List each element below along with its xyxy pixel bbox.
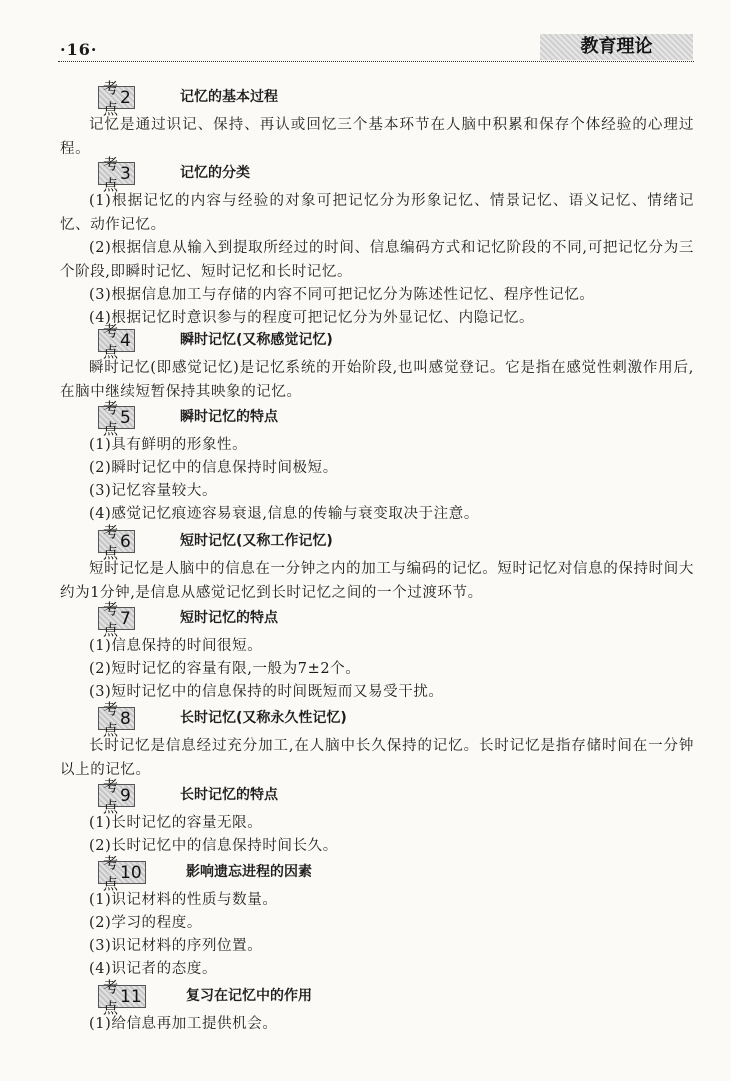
kaodian-badge: 考点 5 [98, 406, 135, 429]
section-title: 记忆的基本过程 [180, 89, 278, 105]
list-item: (2)根据信息从输入到提取所经过的时间、信息编码方式和记忆阶段的不同,可把记忆分为三个阶段,即瞬时记忆、短时记忆和长时记忆。 [60, 240, 694, 280]
paragraph: 长时记忆是信息经过充分加工,在人脑中长久保持的记忆。长时记忆是指存储时间在一分钟以上的记忆。 [60, 738, 694, 778]
section-title: 记忆的分类 [180, 165, 250, 181]
list-item: (1)长时记忆的容量无限。 [89, 815, 263, 831]
list-item: (2)瞬时记忆中的信息保持时间极短。 [89, 460, 338, 476]
section-title: 短时记忆的特点 [180, 610, 278, 626]
list-item: (3)根据信息加工与存储的内容不同可把记忆分为陈述性记忆、程序性记忆。 [89, 287, 595, 303]
section-title: 瞬时记忆的特点 [180, 409, 278, 425]
list-item: (3)短时记忆中的信息保持的时间既短而又易受干扰。 [89, 684, 444, 700]
section-title: 影响遗忘进程的因素 [186, 864, 312, 880]
kaodian-badge: 考点 2 [98, 86, 135, 109]
list-item: (1)具有鲜明的形象性。 [89, 437, 248, 453]
section-title: 瞬时记忆(又称感觉记忆) [180, 332, 333, 348]
list-item: (1)信息保持的时间很短。 [89, 638, 263, 654]
section-title: 复习在记忆中的作用 [186, 988, 312, 1004]
kaodian-badge: 考点 4 [98, 329, 135, 352]
list-item: (2)学习的程度。 [89, 915, 202, 931]
kaodian-badge: 考点 9 [98, 784, 135, 807]
page-number: ·16· [60, 40, 98, 59]
kaodian-badge: 考点 8 [98, 707, 135, 730]
section-title: 短时记忆(又称工作记忆) [180, 533, 333, 549]
list-item: (4)感觉记忆痕迹容易衰退,信息的传输与衰变取决于注意。 [89, 506, 479, 522]
list-item: (2)长时记忆中的信息保持时间长久。 [89, 838, 338, 854]
kaodian-badge: 考点 11 [98, 985, 146, 1008]
list-item: (1)识记材料的性质与数量。 [89, 892, 278, 908]
list-item: (4)根据记忆时意识参与的程度可把记忆分为外显记忆、内隐记忆。 [89, 310, 535, 326]
list-item: (2)短时记忆的容量有限,一般为7±2个。 [89, 661, 361, 677]
kaodian-badge: 考点 7 [98, 607, 135, 630]
kaodian-badge: 考点 10 [98, 861, 146, 884]
paragraph: 瞬时记忆(即感觉记忆)是记忆系统的开始阶段,也叫感觉登记。它是指在感觉性刺激作用后,在脑中继续短暂保持其映象的记忆。 [60, 360, 694, 400]
paragraph: 短时记忆是人脑中的信息在一分钟之内的加工与编码的记忆。短时记忆对信息的保持时间大约为1分钟,是信息从感觉记忆到长时记忆之间的一个过渡环节。 [60, 561, 694, 601]
section-title: 长时记忆的特点 [180, 787, 278, 803]
list-item: (1)给信息再加工提供机会。 [89, 1016, 278, 1032]
header-divider [58, 61, 694, 62]
section-title: 长时记忆(又称永久性记忆) [180, 710, 347, 726]
running-header-title: 教育理论 [540, 34, 693, 60]
list-item: (3)记忆容量较大。 [89, 483, 218, 499]
kaodian-badge: 考点 3 [98, 162, 135, 185]
kaodian-badge: 考点 6 [98, 530, 135, 553]
list-item: (3)识记材料的序列位置。 [89, 938, 263, 954]
list-item: (1)根据记忆的内容与经验的对象可把记忆分为形象记忆、情景记忆、语义记忆、情绪记忆、动作记忆。 [60, 193, 694, 233]
paragraph: 记忆是通过识记、保持、再认或回忆三个基本环节在人脑中积累和保存个体经验的心理过程。 [60, 117, 694, 157]
list-item: (4)识记者的态度。 [89, 961, 218, 977]
